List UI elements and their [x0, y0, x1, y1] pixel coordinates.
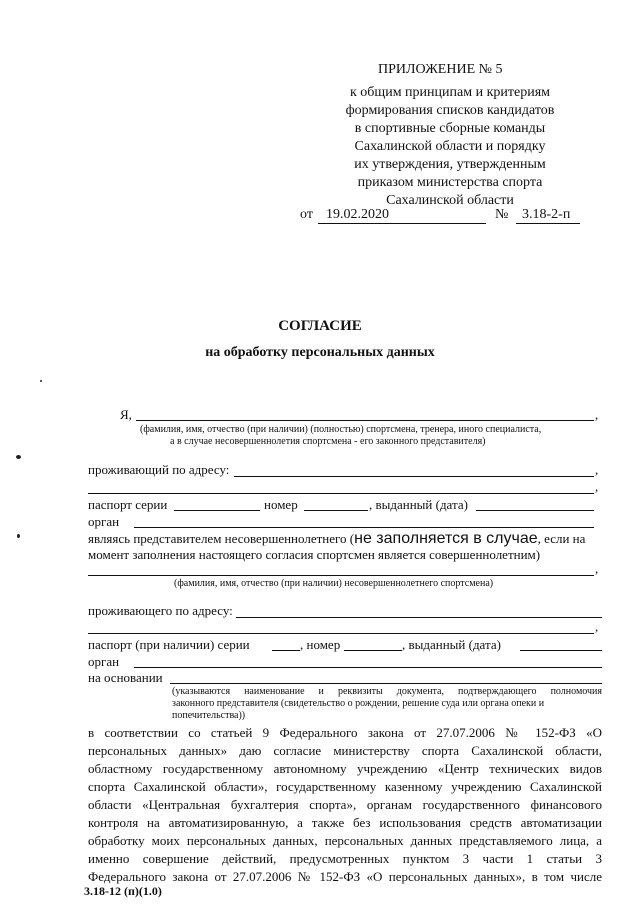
appendix-title: ПРИЛОЖЕНИЕ № 5: [378, 62, 503, 77]
basis-field[interactable]: [170, 683, 602, 684]
fullname-hint: (фамилия, имя, отчество (при наличии) (полностью) спортсмена, тренера, иного специалиста,: [140, 424, 542, 435]
appendix-line: к общим принципам и критериям: [350, 85, 550, 100]
scan-speck: [17, 534, 20, 538]
document-title: СОГЛАСИЕ: [278, 318, 362, 334]
minor-name-hint: (фамилия, имя, отчество (при наличии) несовершеннолетнего спортсмена): [174, 578, 494, 589]
consent-line: именно совершение действий, предусмотренных пунктом 3 части 1 статьи 3: [88, 851, 602, 866]
number-underline: [516, 223, 580, 224]
consent-line: обработку моих персональных данных, персональных данных представляемого лица, а: [88, 833, 602, 848]
passport-number-label: номер: [264, 497, 298, 512]
consent-line: персональных данных» даю согласие министерству спорта Сахалинской области,: [88, 743, 602, 758]
scan-speck: [16, 455, 21, 459]
passport-date-field[interactable]: [476, 510, 594, 511]
representative-note: [88, 530, 585, 548]
appendix-line: в спортивные сборные команды: [354, 121, 546, 136]
consent-line: области «Центральная бухгалтерия спорта», органам государственного финансового: [88, 797, 602, 812]
comma: ,: [595, 619, 599, 634]
passport-issued-label: , выданный (дата): [369, 497, 468, 512]
basis-hint: (указываются наименование и реквизиты документа, подтверждающего полномочия: [172, 686, 602, 697]
order-date: 19.02.2020: [326, 207, 389, 222]
organ2-label: орган: [88, 654, 120, 669]
document-subtitle: на обработку персональных данных: [205, 345, 435, 360]
passport2-issued-label: , выданный (дата): [402, 637, 501, 652]
comma: ,: [595, 561, 599, 576]
address-field-2[interactable]: [88, 493, 594, 494]
address-label: проживающий по адресу:: [88, 462, 230, 477]
appendix-line: их утверждения, утвержденным: [354, 157, 546, 172]
consent-line: контроля на автоматизированную, а также без использования средств автоматизации: [88, 815, 602, 830]
consent-line: Федерального закона от 27.07.2006 № 152-ФЗ «О персональных данных», в том числе: [88, 869, 602, 884]
address2-field-2[interactable]: [88, 633, 594, 634]
fullname-field[interactable]: [136, 420, 594, 421]
fullname-hint-2: а в случае несовершеннолетия спортсмена - его законного представителя): [170, 436, 486, 447]
scan-speck: [40, 380, 42, 382]
passport2-series-field[interactable]: [272, 650, 300, 651]
passport2-number-label: , номер: [300, 637, 341, 652]
passport2-number-field[interactable]: [344, 650, 402, 651]
representative-prefix: являясь представителем несовершеннолетнего (: [88, 531, 355, 546]
representative-suffix: , если на: [537, 531, 586, 546]
number-label: №: [495, 207, 509, 222]
address-field[interactable]: [234, 476, 594, 477]
date-underline: [318, 223, 486, 224]
passport-series-label: паспорт серии: [88, 497, 168, 512]
basis-label: на основании: [88, 670, 163, 685]
comma: ,: [595, 462, 599, 477]
minor-name-field[interactable]: [88, 575, 594, 576]
passport2-date-field[interactable]: [520, 650, 602, 651]
organ-field[interactable]: [134, 527, 594, 528]
consent-line: спорта Сахалинской области», государственному казенному учреждению Сахалинской: [88, 779, 602, 794]
address2-field[interactable]: [236, 617, 602, 618]
appendix-description: [320, 84, 580, 210]
consent-line: областному государственному автономному учреждению «Центр технических видов: [88, 761, 602, 776]
i-label: Я,: [120, 407, 132, 422]
comma: ,: [595, 407, 599, 422]
representative-note-2: момент заполнения настоящего согласия спортсмен является совершеннолетним): [88, 547, 541, 562]
appendix-line: Сахалинской области: [386, 193, 514, 208]
appendix-line: Сахалинской области и порядку: [354, 139, 546, 154]
appendix-line: приказом министерства спорта: [357, 175, 543, 190]
appendix-line: формирования списков кандидатов: [345, 103, 555, 118]
consent-line: в соответствии со статьей 9 Федерального закона от 27.07.2006 № 152-ФЗ «О: [88, 725, 602, 740]
document-code: 3.18-12 (п)(1.0): [84, 884, 162, 898]
basis-hint-3: попечительства)): [172, 710, 246, 721]
comma: ,: [595, 479, 599, 494]
order-number: 3.18-2-п: [522, 207, 571, 222]
representative-emphasis: не заполняется в случае: [354, 530, 538, 547]
organ-label: орган: [88, 514, 120, 529]
basis-hint-2: законного представителя (свидетельство о рождении, решение суда или органа опеки и: [172, 698, 545, 709]
passport-series-field[interactable]: [174, 510, 260, 511]
passport2-series-label: паспорт (при наличии) серии: [88, 637, 250, 652]
passport-number-field[interactable]: [304, 510, 368, 511]
from-label: от: [300, 207, 313, 222]
organ2-field[interactable]: [134, 667, 602, 668]
address2-label: проживающего по адресу:: [88, 603, 233, 618]
